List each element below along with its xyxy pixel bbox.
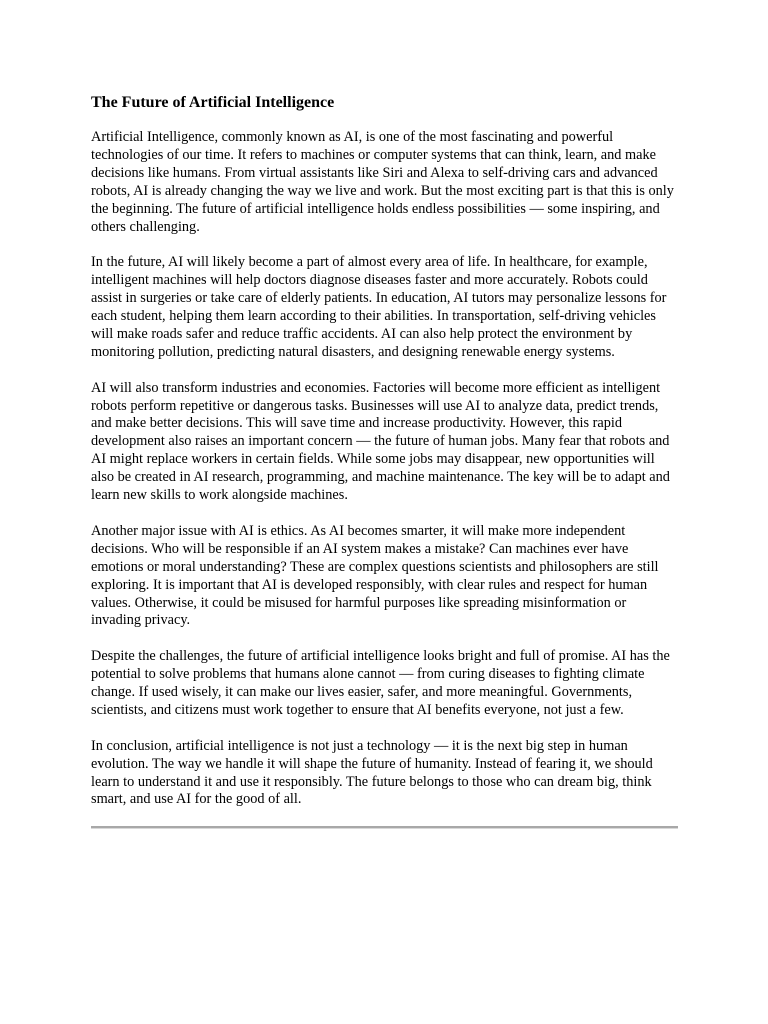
paragraph-conclusion: In conclusion, artificial intelligence is not just a technology — it is the next big step in human evolution. The way we handle it will shape the future of humanity. Instead of fearing it, we should learn to understand it and use it responsibly. The future belongs to those who can dream big, think smart, and use AI for the good of all.	[91, 737, 653, 808]
document-title: The Future of Artificial Intelligence	[91, 94, 335, 111]
horizontal-rule	[91, 826, 678, 829]
paragraph-applications: In the future, AI will likely become a part of almost every area of life. In healthcare, for example, intelligent machines will help doctors diagnose diseases faster and more accurately. Robots could assist in surgeries or take care of elderly patients. In education, AI tutors may personalize lessons for each student, helping them learn according to their abilities. In transportation, self-driving vehicles will make roads safer and reduce traffic accidents. AI can also help protect the environment by monitoring pollution, predicting natural disasters, and designing renewable energy systems.	[91, 254, 667, 360]
paragraph-promise: Despite the challenges, the future of artificial intelligence looks bright and full of promise. AI has the potential to solve problems that humans alone cannot — from curing diseases to fighting climate change. If used wisely, it can make our lives easier, safer, and more meaningful. Governments, scientists, and citizens must work together to ensure that AI benefits everyone, not just a few.	[91, 648, 670, 718]
document-page	[91, 93, 679, 829]
paragraph-ethics: Another major issue with AI is ethics. As AI becomes smarter, it will make more independent decisions. Who will be responsible if an AI system makes a mistake? Can machines ever have emotions or moral understanding? These are complex questions scientists and philosophers are still exploring. It is important that AI is developed responsibly, with clear rules and respect for human values. Otherwise, it could be misused for harmful purposes like spreading misinformation or invading privacy.	[91, 522, 659, 629]
paragraph-intro: Artificial Intelligence, commonly known as AI, is one of the most fascinating and powerful technologies of our time. It refers to machines or computer systems that can think, learn, and make decisions like humans. From virtual assistants like Siri and Alexa to self-driving cars and advanced robots, AI is already changing the way we live and work. But the most exciting part is that this is only the beginning. The future of artificial intelligence holds endless possibilities — some inspiring, and others challenging.	[91, 129, 674, 235]
paragraph-economy: AI will also transform industries and economies. Factories will become more efficient as intelligent robots perform repetitive or dangerous tasks. Businesses will use AI to analyze data, predict trends, and make better decisions. This will save time and increase productivity. However, this rapid development also raises an important concern — the future of human jobs. Many fear that robots and AI might replace workers in certain fields. While some jobs may disappear, new opportunities will also be created in AI research, programming, and machine maintenance. The key will be to adapt and learn new skills to work alongside machines.	[91, 379, 670, 504]
